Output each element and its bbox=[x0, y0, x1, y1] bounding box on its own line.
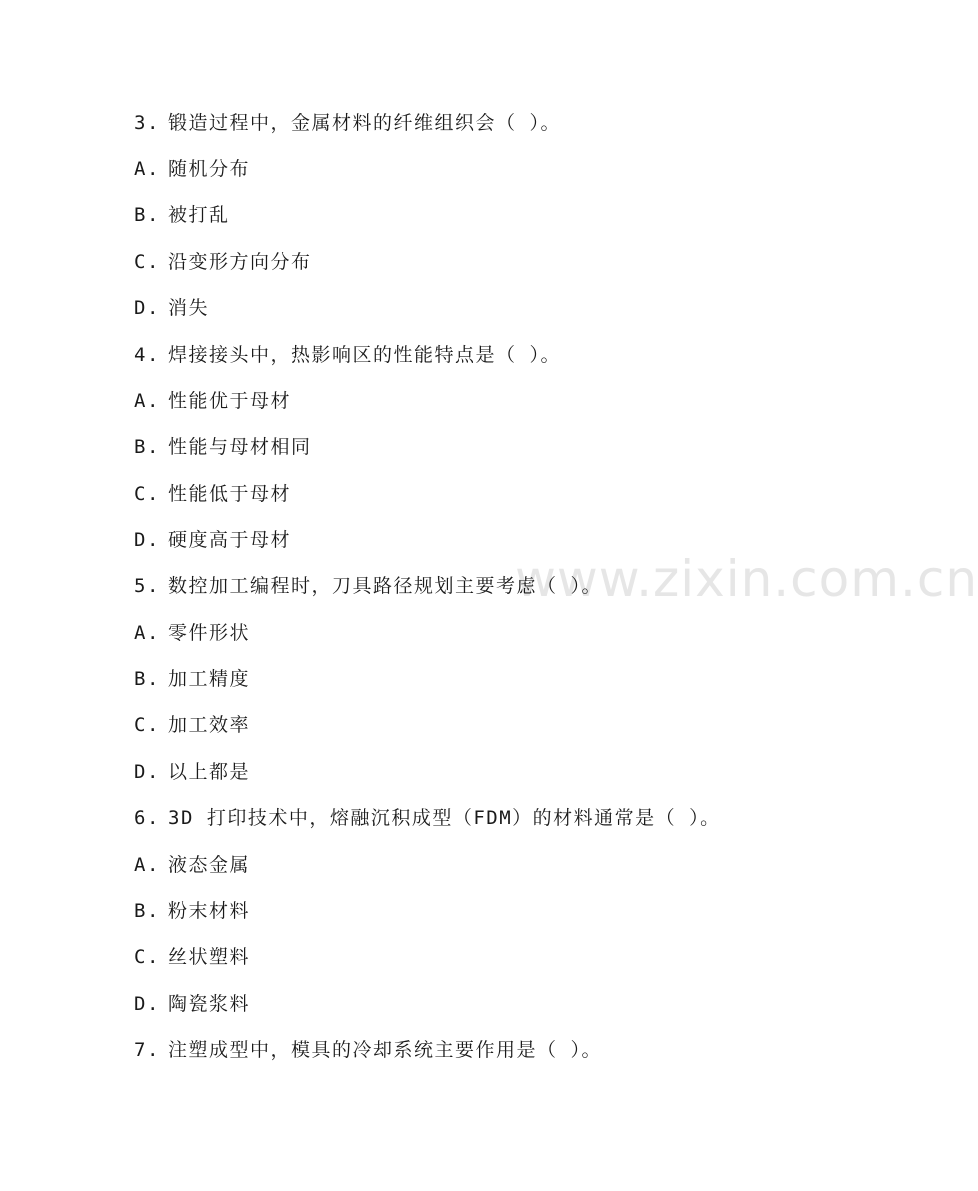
question-4-option-d bbox=[134, 525, 291, 555]
question-7-stem bbox=[134, 1035, 602, 1065]
option-letter: C. bbox=[134, 946, 160, 968]
option-letter: D. bbox=[134, 761, 160, 783]
question-4-stem bbox=[134, 340, 561, 370]
question-text: 锻造过程中，金属材料的纤维组织会（ ）。 bbox=[168, 112, 561, 134]
option-text: 被打乱 bbox=[168, 204, 230, 226]
question-6-option-c bbox=[134, 942, 250, 972]
question-3-stem bbox=[134, 108, 561, 138]
option-text: 丝状塑料 bbox=[168, 946, 251, 968]
watermark: www.zixin.com.cn bbox=[515, 550, 978, 608]
option-text: 陶瓷浆料 bbox=[168, 993, 251, 1015]
question-6-stem bbox=[134, 803, 721, 833]
question-text: 注塑成型中，模具的冷却系统主要作用是（ ）。 bbox=[168, 1039, 602, 1061]
question-6-option-a bbox=[134, 850, 250, 880]
question-4-option-a bbox=[134, 386, 291, 416]
option-text: 零件形状 bbox=[168, 622, 251, 644]
question-text: 3D 打印技术中，熔融沉积成型（FDM）的材料通常是（ ）。 bbox=[168, 807, 721, 829]
option-letter: B. bbox=[134, 900, 160, 922]
question-3-option-c bbox=[134, 247, 312, 277]
option-text: 硬度高于母材 bbox=[168, 529, 292, 551]
option-text: 以上都是 bbox=[168, 761, 251, 783]
option-letter: A. bbox=[134, 158, 160, 180]
option-letter: A. bbox=[134, 854, 160, 876]
question-5-option-d bbox=[134, 757, 250, 787]
option-text: 随机分布 bbox=[168, 158, 251, 180]
option-letter: D. bbox=[134, 993, 160, 1015]
question-text: 数控加工编程时，刀具路径规划主要考虑（ ）。 bbox=[168, 575, 602, 597]
option-letter: D. bbox=[134, 297, 160, 319]
question-4-option-c bbox=[134, 479, 291, 509]
question-number: 3. bbox=[134, 112, 160, 134]
question-5-option-b bbox=[134, 664, 250, 694]
question-3-option-b bbox=[134, 200, 230, 230]
question-number: 7. bbox=[134, 1039, 160, 1061]
option-letter: A. bbox=[134, 622, 160, 644]
question-text: 焊接接头中，热影响区的性能特点是（ ）。 bbox=[168, 344, 561, 366]
option-letter: C. bbox=[134, 483, 160, 505]
question-6-option-d bbox=[134, 989, 250, 1019]
question-6-option-b bbox=[134, 896, 250, 926]
option-text: 粉末材料 bbox=[168, 900, 251, 922]
option-text: 消失 bbox=[168, 297, 210, 319]
option-letter: D. bbox=[134, 529, 160, 551]
option-text: 沿变形方向分布 bbox=[168, 251, 312, 273]
question-3-option-d bbox=[134, 293, 209, 323]
option-text: 加工效率 bbox=[168, 714, 251, 736]
option-letter: B. bbox=[134, 204, 160, 226]
option-text: 性能优于母材 bbox=[168, 390, 292, 412]
option-text: 液态金属 bbox=[168, 854, 251, 876]
question-5-option-c bbox=[134, 710, 250, 740]
option-text: 性能与母材相同 bbox=[168, 436, 312, 458]
question-number: 4. bbox=[134, 344, 160, 366]
question-4-option-b bbox=[134, 432, 312, 462]
option-letter: B. bbox=[134, 668, 160, 690]
option-letter: A. bbox=[134, 390, 160, 412]
option-letter: C. bbox=[134, 251, 160, 273]
option-letter: B. bbox=[134, 436, 160, 458]
option-letter: C. bbox=[134, 714, 160, 736]
option-text: 性能低于母材 bbox=[168, 483, 292, 505]
question-5-stem bbox=[134, 571, 602, 601]
question-number: 5. bbox=[134, 575, 160, 597]
question-3-option-a bbox=[134, 154, 250, 184]
option-text: 加工精度 bbox=[168, 668, 251, 690]
question-number: 6. bbox=[134, 807, 160, 829]
question-5-option-a bbox=[134, 618, 250, 648]
